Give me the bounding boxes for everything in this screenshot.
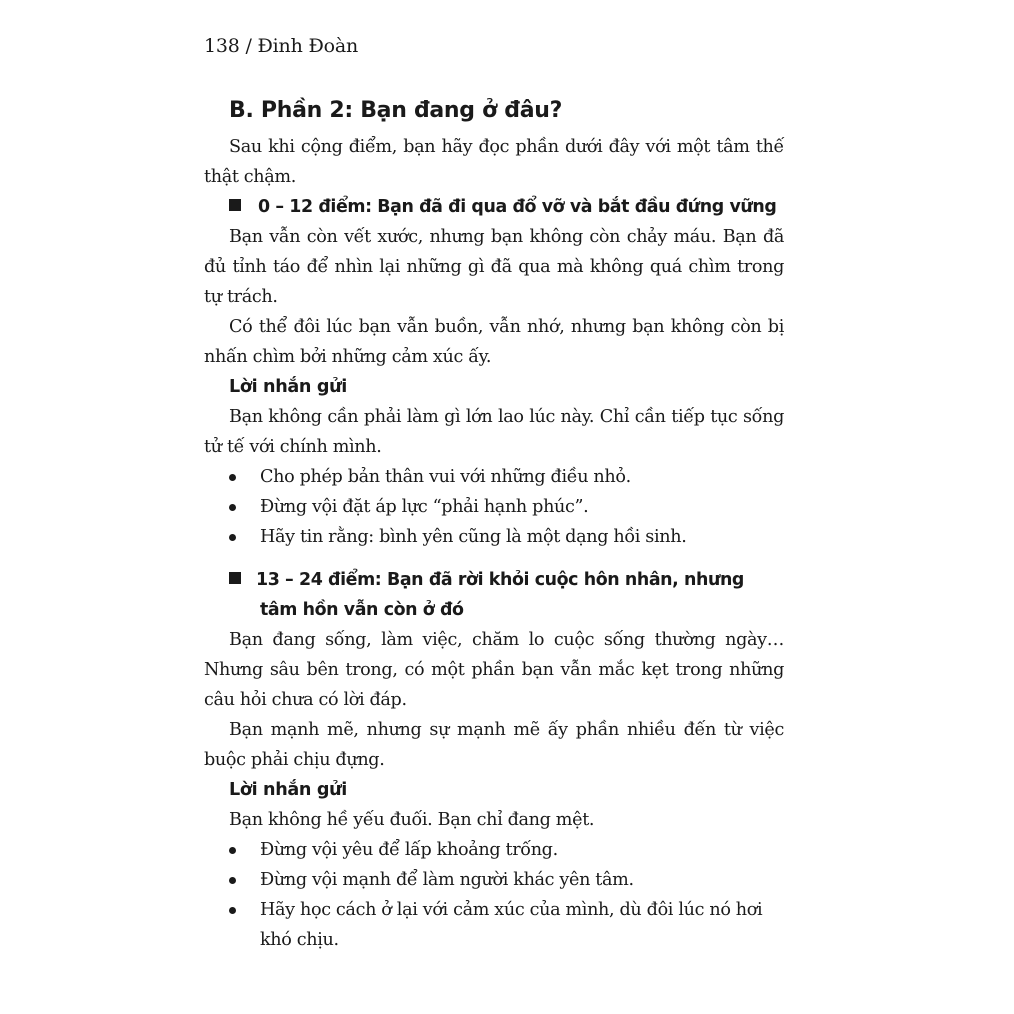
list-item-text: Đừng vội yêu để lấp khoảng trống. xyxy=(260,840,558,860)
bullet-list xyxy=(204,462,784,552)
list-item xyxy=(204,462,784,492)
list-item xyxy=(204,895,784,955)
bullet-dot-icon xyxy=(229,474,236,481)
message-label: Lời nhắn gửi xyxy=(229,377,347,397)
message-paragraph: Bạn không cần phải làm gì lớn lao lúc này. Chỉ cần tiếp tục sống tử tế với chính mình. xyxy=(204,407,784,457)
score-range-title: 0 – 12 điểm: Bạn đã đi qua đổ vỡ và bắt đầu đứng vững xyxy=(258,197,777,217)
body-paragraph: Bạn vẫn còn vết xước, nhưng bạn không còn chảy máu. Bạn đã đủ tỉnh táo để nhìn lại những gì đã qua mà không quá chìm trong tự trách. xyxy=(204,227,784,307)
list-item-text: Cho phép bản thân vui với những điều nhỏ. xyxy=(260,467,631,487)
section-heading: B. Phần 2: Bạn đang ở đâu? xyxy=(229,98,563,123)
list-item-text: Đừng vội mạnh để làm người khác yên tâm. xyxy=(260,870,634,890)
list-item-text: Đừng vội đặt áp lực “phải hạnh phúc”. xyxy=(260,497,589,517)
bullet-dot-icon xyxy=(229,877,236,884)
score-range-heading xyxy=(204,565,784,625)
page-content xyxy=(204,132,784,955)
bullet-dot-icon xyxy=(229,534,236,541)
score-range-heading xyxy=(204,192,784,222)
running-header: 138 / Đinh Đoàn xyxy=(204,35,359,57)
list-item-text: Hãy tin rằng: bình yên cũng là một dạng hồi sinh. xyxy=(260,527,687,547)
list-item xyxy=(204,835,784,865)
square-bullet-icon xyxy=(229,199,241,211)
list-item xyxy=(204,865,784,895)
bullet-dot-icon xyxy=(229,907,236,914)
bullet-dot-icon xyxy=(229,504,236,511)
list-item xyxy=(204,492,784,522)
list-item xyxy=(204,522,784,552)
square-bullet-icon xyxy=(229,572,241,584)
message-label: Lời nhắn gửi xyxy=(229,780,347,800)
bullet-dot-icon xyxy=(229,847,236,854)
score-range-title: 13 – 24 điểm: Bạn đã rời khỏi cuộc hôn nhân, nhưng tâm hồn vẫn còn ở đó xyxy=(256,570,744,620)
body-paragraph: Bạn mạnh mẽ, nhưng sự mạnh mẽ ấy phần nhiều đến từ việc buộc phải chịu đựng. xyxy=(204,720,784,770)
body-paragraph: Bạn đang sống, làm việc, chăm lo cuộc sống thường ngày… Nhưng sâu bên trong, có một phần bạn vẫn mắc kẹt trong những câu hỏi chưa có lời đáp. xyxy=(204,630,784,710)
bullet-list xyxy=(204,835,784,955)
intro-paragraph: Sau khi cộng điểm, bạn hãy đọc phần dưới đây với một tâm thế thật chậm. xyxy=(204,137,784,187)
body-paragraph: Có thể đôi lúc bạn vẫn buồn, vẫn nhớ, nhưng bạn không còn bị nhấn chìm bởi những cảm xúc ấy. xyxy=(204,317,784,367)
list-item-text: Hãy học cách ở lại với cảm xúc của mình, dù đôi lúc nó hơi khó chịu. xyxy=(260,900,763,950)
message-paragraph: Bạn không hề yếu đuối. Bạn chỉ đang mệt. xyxy=(229,810,595,830)
